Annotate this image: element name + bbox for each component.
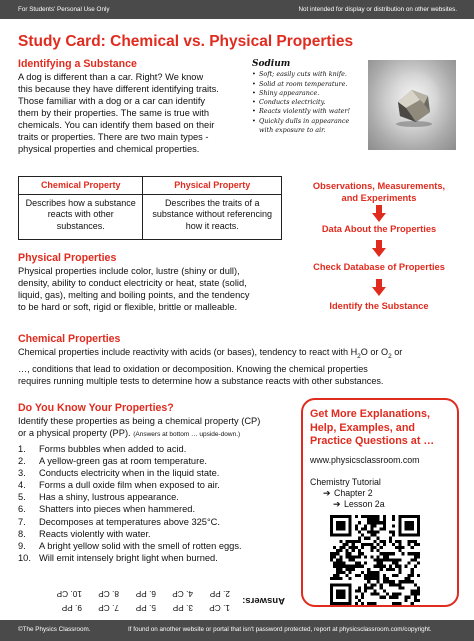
quiz-instruction-line <box>18 427 298 441</box>
flow-step-line: and Experiments <box>341 193 417 203</box>
footer-bar <box>0 620 474 641</box>
tutorial-info <box>310 477 385 510</box>
answer-item: 1. CP <box>209 603 230 613</box>
answer-item: 4. CP <box>172 589 193 599</box>
chapter-line <box>310 488 385 499</box>
subscript: 2 <box>357 352 361 360</box>
answer-item: 7. CP <box>98 603 119 613</box>
quiz-heading: Do You Know Your Properties? <box>18 402 174 414</box>
list-item: 8. Reacts violently with water. <box>18 528 151 539</box>
answer-item: 6. PP <box>135 589 156 599</box>
flow-step-database: Check Database of Properties <box>313 262 445 272</box>
answer-item: 10. CP <box>56 589 82 599</box>
question-text: Forms a dull oxide film when exposed to air. <box>39 480 220 491</box>
question-text: Decomposes at temperatures above 325°C. <box>39 516 220 527</box>
sodium-item: • Conducts electricity. <box>252 98 368 107</box>
header-bar <box>0 0 474 19</box>
header-right-text: Not intended for display or distribution on other websites. <box>298 6 457 13</box>
chemical-property-definition: Describes how a substance reacts with other substances. <box>19 194 143 239</box>
physical-line: to be hard or soft, rigid or flexible, brittle or malleable. <box>18 302 238 312</box>
table-row <box>19 194 282 239</box>
list-item: 5. Has a shiny, lustrous appearance. <box>18 492 179 503</box>
quiz-instruction-text: or a physical property (PP). <box>18 428 131 438</box>
property-comparison-table <box>18 176 282 240</box>
down-arrow-icon <box>372 240 386 257</box>
list-item: 6. Shatters into pieces when hammered. <box>18 504 196 515</box>
answer-item: 8. CP <box>98 589 119 599</box>
list-item: 7. Decomposes at temperatures above 325°C. <box>18 516 220 527</box>
flow-step-identify: Identify the Substance <box>329 301 429 311</box>
physical-line: density, ability to conduct electricity or heat, state (solid, <box>18 278 247 288</box>
qr-code-icon[interactable] <box>330 515 420 605</box>
physical-line: Physical properties include color, lustre (shiny or dull), <box>18 266 240 276</box>
identifying-line: them by their properties. The same is true with <box>18 108 210 118</box>
identifying-line: A dog is different than a car. Right? We know <box>18 72 204 82</box>
chemical-heading: Chemical Properties <box>18 333 121 345</box>
answer-item: 2. PP <box>209 589 230 599</box>
chemical-line <box>18 346 463 363</box>
identifying-line: this because they have different identifying traits. <box>18 84 219 94</box>
question-text: Reacts violently with water. <box>39 528 151 539</box>
page-title: Study Card: Chemical vs. Physical Properties <box>18 33 354 50</box>
sodium-title: Sodium <box>252 59 291 69</box>
website-link[interactable]: www.physicsclassroom.com <box>310 455 420 465</box>
chemical-line: …, conditions that lead to oxidation or decomposition. Knowing the chemical properties <box>18 363 368 374</box>
question-text: Will emit intensely bright light when burned. <box>39 552 218 563</box>
list-item: 10. Will emit intensely bright light when burned. <box>18 552 218 563</box>
list-item: 1. Forms bubbles when added to acid. <box>18 444 187 454</box>
answer-item: 5. PP <box>135 603 156 613</box>
identifying-line: physical properties and chemical properties. <box>18 144 200 154</box>
sodium-list <box>252 70 368 126</box>
subscript: 2 <box>388 352 392 360</box>
sodium-photo <box>368 60 456 150</box>
list-item: 4. Forms a dull oxide film when exposed to air. <box>18 480 220 491</box>
down-arrow-icon <box>372 279 386 296</box>
down-arrow-icon <box>372 205 386 222</box>
right-arrow-icon: ➔ <box>333 499 341 509</box>
chemical-line-part: Chemical properties include reactivity with acids (or bases), tendency to react with H <box>18 347 358 357</box>
quiz-instructions <box>18 415 298 441</box>
chemical-property-header: Chemical Property <box>19 177 143 195</box>
footer-notice: If found on another website or portal that isn't password protected, report at physicsclassroom.com/copyright. <box>128 626 432 633</box>
sodium-item: • Soft; easily cuts with knife. <box>252 70 368 79</box>
answers-label: Answers: <box>242 595 285 606</box>
sodium-item: • Reacts violently with water! <box>252 107 368 116</box>
identifying-line: Those familiar with a dog or a car can identify <box>18 96 206 106</box>
question-text: A bright yellow solid with the smell of rotten eggs. <box>39 540 242 551</box>
table-header-row <box>19 177 282 195</box>
question-text: A yellow-green gas at room temperature. <box>39 456 207 467</box>
question-text: Shatters into pieces when hammered. <box>39 504 196 515</box>
lesson-label: Lesson 2a <box>344 499 385 509</box>
list-item: 9. A bright yellow solid with the smell of rotten eggs. <box>18 540 242 551</box>
identifying-paragraph <box>18 71 248 155</box>
sodium-chunk-image <box>368 60 456 150</box>
footer-copyright: ©The Physics Classroom. <box>18 626 91 633</box>
answer-item: 9. PP <box>61 603 82 613</box>
sodium-item: • Solid at room temperature. <box>252 80 368 89</box>
physical-property-header: Physical Property <box>143 177 282 195</box>
question-text: Conducts electricity when in the liquid state. <box>39 468 220 479</box>
list-item: 3. Conducts electricity when in the liquid state. <box>18 468 220 479</box>
identifying-line: chemicals. You can identify them based on their <box>18 120 215 130</box>
identifying-heading: Identifying a Substance <box>18 58 137 70</box>
flow-step-line: Observations, Measurements, <box>312 181 446 191</box>
sodium-facts <box>252 60 368 135</box>
answer-item: 3. PP <box>172 603 193 613</box>
list-item: 2. A yellow-green gas at room temperature. <box>18 456 207 467</box>
sodium-item: • Shiny appearance. <box>252 89 368 98</box>
sodium-item-continuation: with exposure to air. <box>259 126 326 135</box>
question-text: Has a shiny, lustrous appearance. <box>39 492 179 503</box>
identifying-line: traits or properties. There are two main types - <box>18 132 209 142</box>
physical-paragraph <box>18 265 298 313</box>
chemical-line-part: O or O <box>360 347 389 357</box>
upside-down-answers <box>40 586 285 613</box>
question-text: Forms bubbles when added to acid. <box>39 444 187 454</box>
physical-property-definition: Describes the traits of a substance without referencing how it reacts. <box>143 194 282 239</box>
right-arrow-icon: ➔ <box>323 488 331 498</box>
physical-heading: Physical Properties <box>18 252 117 264</box>
chapter-label: Chapter 2 <box>334 488 373 498</box>
tutorial-name: Chemistry Tutorial <box>310 477 381 487</box>
more-help-title: Get More Explanations, Help, Examples, and Practice Questions at … <box>310 408 435 447</box>
physical-line: liquid, gas), melting and boiling points, and the tendency <box>18 290 250 300</box>
quiz-answer-note: (Answers at bottom … upside-down.) <box>133 431 241 438</box>
quiz-question-list <box>18 443 288 564</box>
header-left-text: For Students' Personal Use Only <box>18 6 110 13</box>
flow-step-data: Data About the Properties <box>321 224 437 234</box>
chemical-line-part: or <box>391 347 403 357</box>
chemical-paragraph <box>18 346 463 387</box>
lesson-line <box>310 499 385 510</box>
sodium-item: • Quickly dulls in appearance <box>252 117 368 126</box>
quiz-instruction-line: Identify these properties as being a chemical property (CP) <box>18 416 261 426</box>
chemical-line: requires running multiple tests to determine how a substance reacts with other substances. <box>18 375 384 386</box>
flow-step-observations <box>300 180 458 204</box>
